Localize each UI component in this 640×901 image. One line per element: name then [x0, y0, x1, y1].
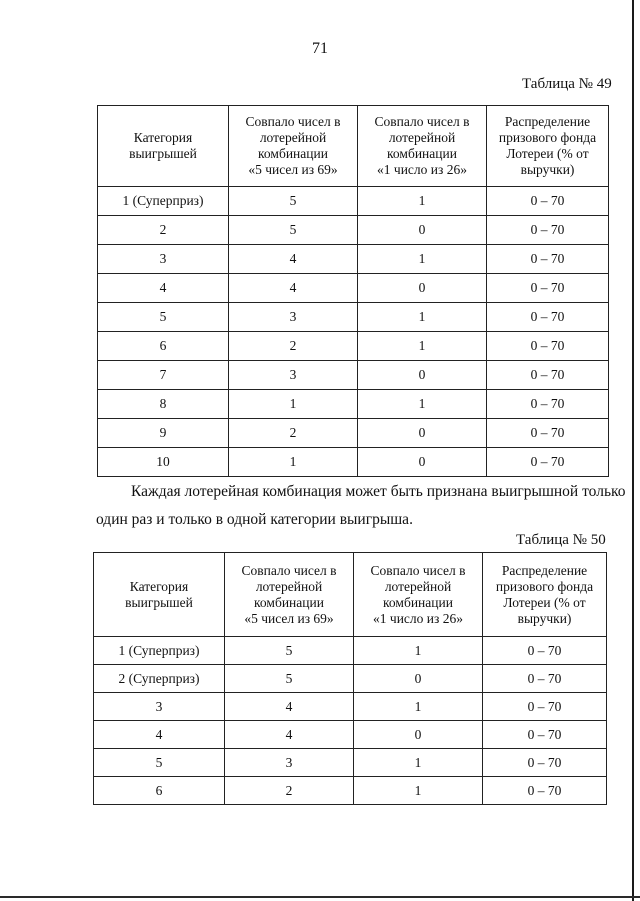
cell-main-matches: 3	[229, 361, 358, 390]
cell-prize-share: 0 – 70	[483, 777, 607, 805]
cell-category: 10	[98, 448, 229, 477]
header-line: Совпало чисел в	[245, 114, 341, 129]
cell-main-matches: 4	[225, 721, 354, 749]
header-line: комбинации	[387, 146, 457, 161]
header-line: лотерейной	[384, 578, 452, 594]
cell-prize-share: 0 – 70	[483, 637, 607, 665]
table-row	[98, 187, 609, 216]
cell-prize-share: 0 – 70	[487, 245, 609, 274]
table-row	[94, 693, 607, 721]
header-line: комбинации	[258, 146, 328, 161]
cell-category: 1 (Суперприз)	[98, 187, 229, 216]
header-line: призового фонда	[498, 130, 597, 145]
table-row	[98, 361, 609, 390]
header-main-numbers	[229, 106, 358, 187]
header-line: Лотереи (% от	[503, 594, 586, 610]
cell-category: 3	[94, 693, 225, 721]
table-caption: Таблица № 49	[522, 76, 612, 92]
cell-category: 6	[98, 332, 229, 361]
cell-prize-share: 0 – 70	[487, 187, 609, 216]
cell-prize-share: 0 – 70	[487, 216, 609, 245]
cell-prize-share: 0 – 70	[487, 390, 609, 419]
cell-prize-share: 0 – 70	[483, 665, 607, 693]
cell-extra-matches: 0	[358, 274, 487, 303]
table-row	[94, 749, 607, 777]
header-line: Совпало чисел в	[241, 562, 337, 578]
cell-prize-share: 0 – 70	[487, 274, 609, 303]
prize-distribution-table	[97, 105, 609, 477]
header-category	[98, 106, 229, 187]
table-row	[98, 419, 609, 448]
cell-extra-matches: 0	[358, 361, 487, 390]
cell-prize-share: 0 – 70	[483, 693, 607, 721]
header-line: «5 чисел из 69»	[244, 610, 334, 626]
header-line: Совпало чисел в	[370, 562, 466, 578]
table-row	[98, 390, 609, 419]
cell-extra-matches: 1	[354, 637, 483, 665]
table-caption: Таблица № 50	[516, 532, 606, 548]
cell-prize-share: 0 – 70	[483, 721, 607, 749]
table-row	[94, 777, 607, 805]
scan-edge-bottom	[0, 896, 640, 898]
header-main-numbers	[225, 553, 354, 637]
cell-extra-matches: 0	[358, 216, 487, 245]
header-line: лотерейной	[259, 130, 327, 145]
prize-distribution-table	[93, 552, 607, 805]
header-line: призового фонда	[495, 578, 594, 594]
table-row	[98, 216, 609, 245]
table-header-row	[94, 553, 607, 637]
cell-category: 4	[98, 274, 229, 303]
cell-prize-share: 0 – 70	[487, 332, 609, 361]
header-line: выигрышей	[125, 594, 193, 610]
cell-extra-matches: 0	[358, 448, 487, 477]
cell-main-matches: 4	[229, 245, 358, 274]
cell-category: 7	[98, 361, 229, 390]
cell-extra-matches: 1	[358, 245, 487, 274]
header-line: Категория	[133, 130, 193, 145]
cell-main-matches: 5	[225, 637, 354, 665]
header-line: «1 число из 26»	[373, 610, 463, 626]
header-line: лотерейной	[255, 578, 323, 594]
cell-main-matches: 5	[229, 216, 358, 245]
cell-extra-matches: 1	[358, 187, 487, 216]
cell-category: 4	[94, 721, 225, 749]
cell-extra-matches: 1	[354, 749, 483, 777]
header-line: выручки)	[517, 610, 572, 626]
cell-category: 6	[94, 777, 225, 805]
cell-extra-matches: 1	[358, 332, 487, 361]
header-category	[94, 553, 225, 637]
cell-prize-share: 0 – 70	[487, 361, 609, 390]
cell-main-matches: 1	[229, 390, 358, 419]
cell-extra-matches: 0	[354, 665, 483, 693]
cell-category: 9	[98, 419, 229, 448]
header-line: комбинации	[254, 594, 324, 610]
paragraph-line: Каждая лотерейная комбинация может быть признана выигрышной только	[131, 483, 626, 500]
cell-category: 5	[94, 749, 225, 777]
cell-main-matches: 4	[225, 693, 354, 721]
cell-main-matches: 4	[229, 274, 358, 303]
header-extra-number	[358, 106, 487, 187]
cell-category: 2	[98, 216, 229, 245]
cell-main-matches: 2	[229, 419, 358, 448]
scan-edge-right	[632, 0, 634, 901]
cell-main-matches: 2	[229, 332, 358, 361]
table-row	[98, 303, 609, 332]
cell-extra-matches: 1	[354, 693, 483, 721]
cell-main-matches: 3	[229, 303, 358, 332]
header-line: Лотереи (% от	[506, 146, 589, 161]
cell-extra-matches: 0	[354, 721, 483, 749]
table-row	[98, 274, 609, 303]
cell-extra-matches: 1	[354, 777, 483, 805]
cell-main-matches: 1	[229, 448, 358, 477]
paragraph-line: один раз и только в одной категории выигрыша.	[96, 511, 413, 528]
header-line: выигрышей	[129, 146, 197, 161]
table-header-row	[98, 106, 609, 187]
header-line: Распределение	[501, 562, 588, 578]
header-line: выручки)	[520, 162, 575, 177]
table-row	[94, 665, 607, 693]
header-line: комбинации	[383, 594, 453, 610]
cell-extra-matches: 0	[358, 419, 487, 448]
page-number: 71	[312, 40, 328, 57]
table-row	[98, 448, 609, 477]
header-line: Категория	[129, 578, 189, 594]
header-line: лотерейной	[388, 130, 456, 145]
header-line: «5 чисел из 69»	[248, 162, 338, 177]
cell-prize-share: 0 – 70	[483, 749, 607, 777]
cell-extra-matches: 1	[358, 390, 487, 419]
header-prize-share	[487, 106, 609, 187]
header-line: «1 число из 26»	[377, 162, 467, 177]
cell-main-matches: 2	[225, 777, 354, 805]
cell-category: 8	[98, 390, 229, 419]
table-row	[98, 332, 609, 361]
header-line: Распределение	[504, 114, 591, 129]
cell-category: 5	[98, 303, 229, 332]
table-row	[98, 245, 609, 274]
cell-main-matches: 5	[229, 187, 358, 216]
table-row	[94, 721, 607, 749]
cell-extra-matches: 1	[358, 303, 487, 332]
cell-category: 3	[98, 245, 229, 274]
cell-main-matches: 3	[225, 749, 354, 777]
body-paragraph	[96, 478, 626, 534]
header-extra-number	[354, 553, 483, 637]
cell-prize-share: 0 – 70	[487, 303, 609, 332]
cell-prize-share: 0 – 70	[487, 448, 609, 477]
header-line: Совпало чисел в	[374, 114, 470, 129]
cell-category: 2 (Суперприз)	[94, 665, 225, 693]
table-row	[94, 637, 607, 665]
cell-main-matches: 5	[225, 665, 354, 693]
header-prize-share	[483, 553, 607, 637]
cell-prize-share: 0 – 70	[487, 419, 609, 448]
cell-category: 1 (Суперприз)	[94, 637, 225, 665]
